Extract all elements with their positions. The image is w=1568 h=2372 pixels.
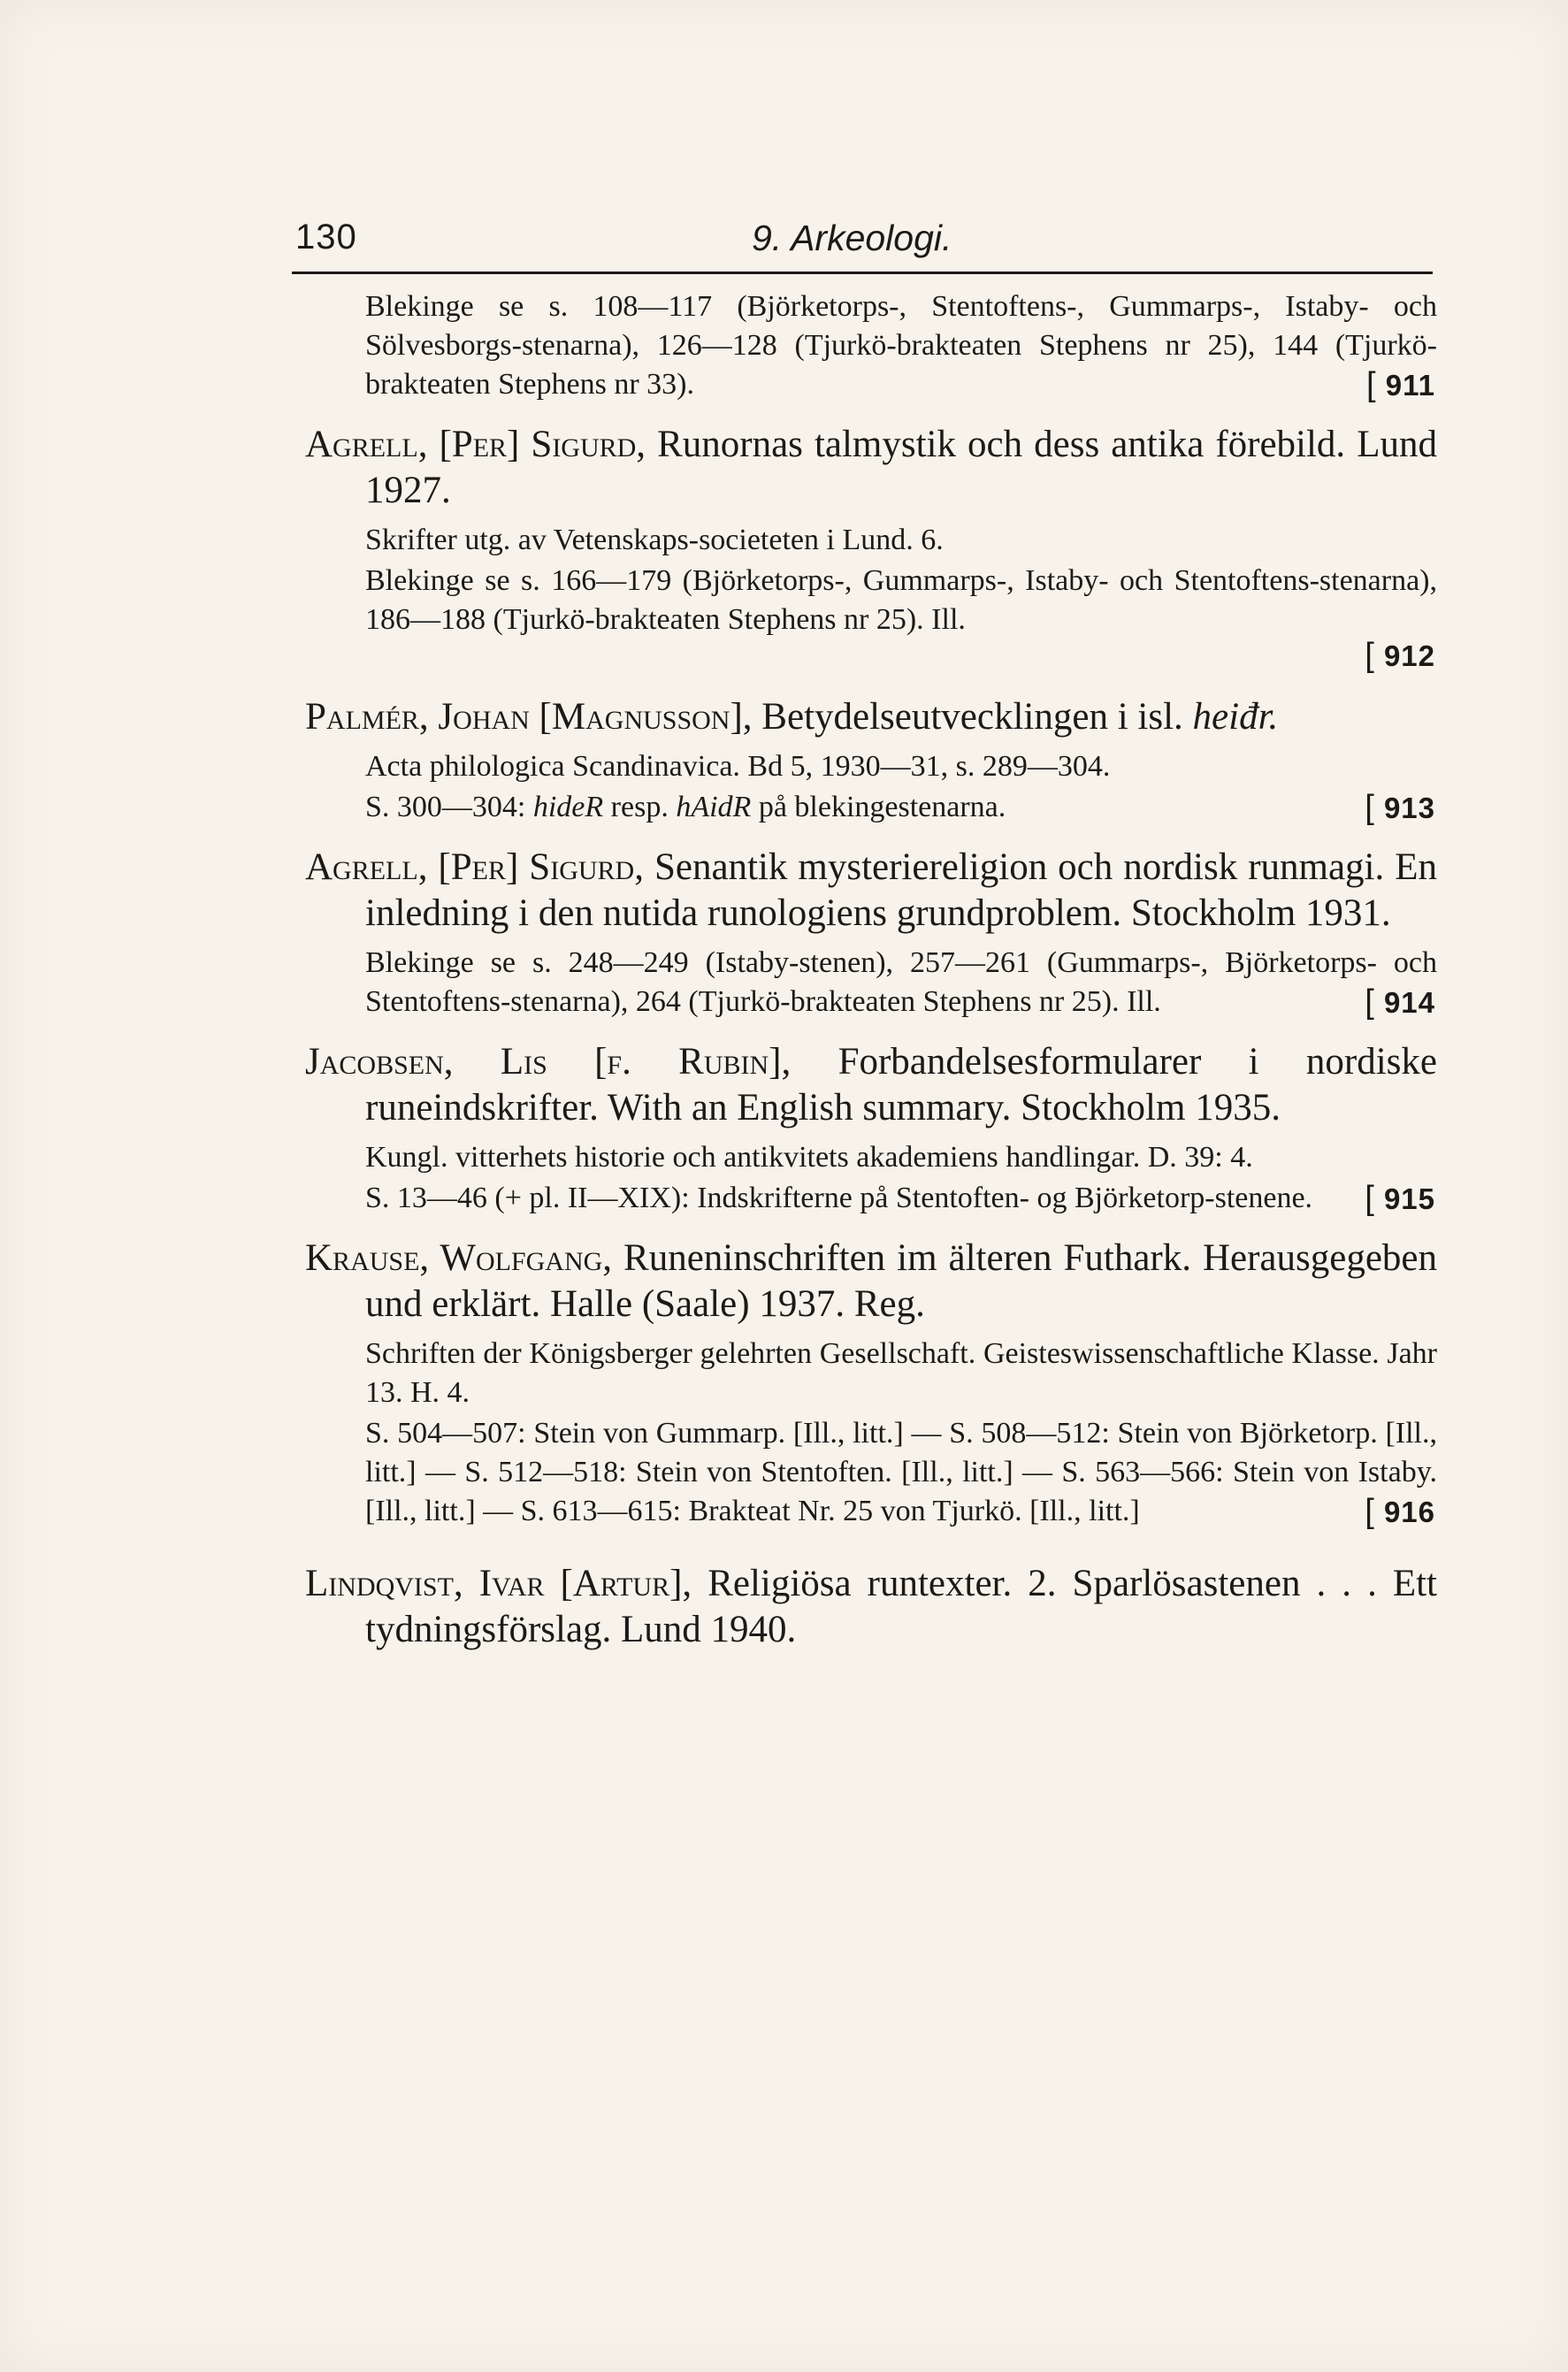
bib-entry-916 — [305, 1236, 1437, 1531]
bib-entry-917 — [305, 1561, 1437, 1653]
entry-author: Palmér, Johan [Magnusson], — [305, 696, 753, 738]
entry-heading — [305, 845, 1437, 937]
bib-entry-912 — [305, 422, 1437, 677]
entry-author: Agrell, [Per] Sigurd, — [305, 846, 644, 888]
entry-heading — [305, 422, 1437, 514]
entry-note: Acta philologica Scandinavica. Bd 5, 1930—31, s. 289—304. — [365, 750, 1111, 783]
entry-number: [ 916 — [1365, 1493, 1435, 1530]
bib-entry-913 — [305, 694, 1437, 827]
entry-note: Kungl. vitterhets historie och antikvitets akademiens handlingar. D. 39: 4. — [365, 1141, 1253, 1174]
entry-note: S. 504—507: Stein von Gummarp. [Ill., litt.] — S. 508—512: Stein von Björketorp. [Ill., litt.] — S. 512—518: Stein von Stentoften. [Ill., litt.] — S. 563—566: Stein von Istaby. [Ill., litt.] — S. 613—615: Brakteat Nr. 25 von Tjurkö. [Ill., litt.] — [365, 1417, 1437, 1527]
entry-title: Forbandelsesformularer i nordiske runeindskrifter. With an English summary. Stockholm 1935. — [365, 1041, 1437, 1129]
entry-heading — [305, 694, 1437, 740]
entry-title: Senantik mysteriereligion och nordisk runmagi. En inledning i den nutida runologiens grundproblem. Stockholm 1931. — [365, 846, 1437, 934]
running-title: 9. Arkeologi. — [752, 218, 952, 258]
page-number: 130 — [295, 218, 357, 256]
entry-heading — [305, 1039, 1437, 1131]
entry-note: Blekinge se s. 166—179 (Björketorps-, Gummarps-, Istaby- och Stentoftens-stenarna), 186—188 (Tjurkö-brakteaten Stephens nr 25). Ill. — [365, 564, 1437, 636]
header-rule — [292, 272, 1433, 274]
entry-author: Lindqvist, Ivar [Artur], — [305, 1563, 692, 1604]
entry-note: S. 13—46 (+ pl. II—XIX): Indskrifterne på Stentoften- og Björketorp-stenene. — [365, 1182, 1313, 1214]
entry-author: Agrell, [Per] Sigurd, — [305, 424, 646, 465]
entry-note: Schriften der Königsberger gelehrten Gesellschaft. Geisteswissenschaftliche Klasse. Jahr 13. H. 4. — [365, 1337, 1437, 1409]
bibliography-body — [305, 287, 1437, 1653]
entry-note: S. 300—304: hideR resp. hAidR på blekingestenarna. — [365, 791, 1006, 823]
page-header — [292, 210, 1433, 264]
entry-heading — [305, 1236, 1437, 1328]
entry-title: Runornas talmystik och dess antika förebild. Lund 1927. — [365, 424, 1437, 511]
entry-note: Blekinge se s. 108—117 (Björketorps-, Stentoftens-, Gummarps-, Istaby- och Sölvesborgs-stenarna), 126—128 (Tjurkö-brakteaten Stephens nr 25), 144 (Tjurkö-brakteaten Stephens nr 33). — [365, 290, 1437, 401]
entry-author: Jacobsen, Lis [f. Rubin], — [305, 1041, 792, 1083]
entry-number: [ 912 — [1365, 637, 1435, 674]
entry-author: Krause, Wolfgang, — [305, 1237, 613, 1279]
entry-title: Religiösa runtexter. 2. Sparlösastenen . . . Ett tydningsförslag. Lund 1940. — [365, 1563, 1438, 1650]
entry-note: Skrifter utg. av Vetenskaps-societeten i Lund. 6. — [365, 524, 944, 556]
entry-title: Betydelseutvecklingen i isl. — [761, 696, 1183, 738]
entry-title: Runeninschriften im älteren Futhark. Herausgegeben und erklärt. Halle (Saale) 1937. Reg. — [365, 1237, 1438, 1325]
entry-note: Blekinge se s. 248—249 (Istaby-stenen), 257—261 (Gummarps-, Björketorps- och Stentoftens-stenarna), 264 (Tjurkö-brakteaten Stephens nr 25). Ill. — [365, 946, 1437, 1018]
entry-title-word: heiđr. — [1192, 696, 1279, 738]
bib-entry-915 — [305, 1039, 1437, 1218]
bib-entry-914 — [305, 845, 1437, 1021]
entry-number: [ 915 — [1365, 1180, 1435, 1217]
entry-number: [ 914 — [1365, 983, 1435, 1021]
entry-heading — [305, 1561, 1437, 1653]
entry-number: [ 913 — [1365, 789, 1435, 826]
bib-entry-911 — [305, 287, 1437, 404]
entry-number: [ 911 — [1366, 366, 1435, 403]
